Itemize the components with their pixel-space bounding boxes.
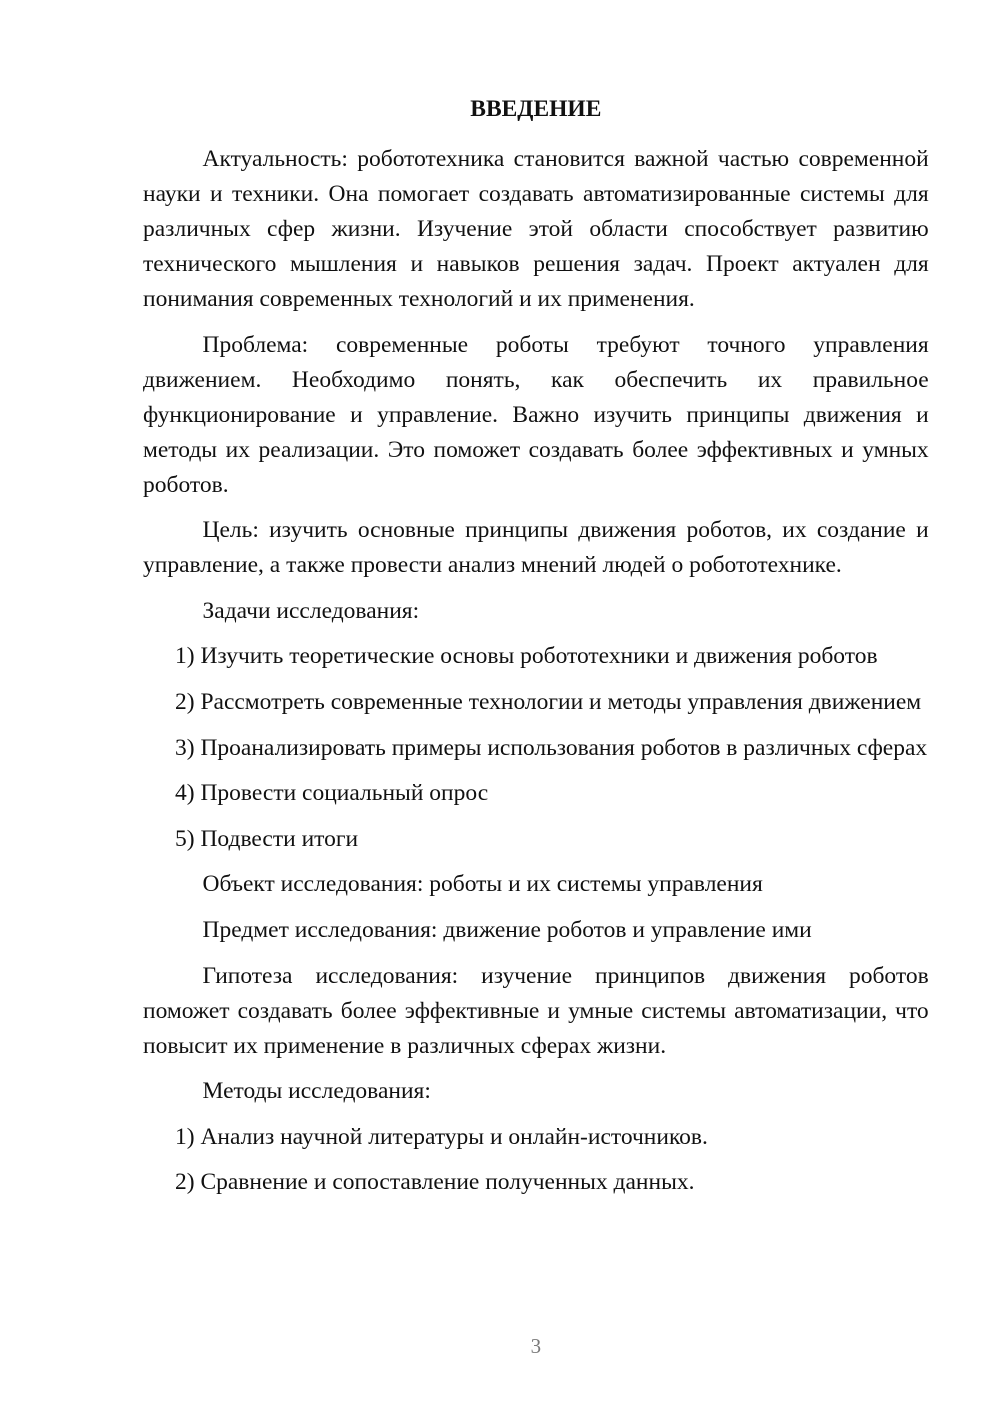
research-hypothesis: Гипотеза исследования: изучение принципов движения роботов поможет создавать более эффективные и умные системы автоматизации, что повысит их применение в различных сферах жизни.: [143, 962, 929, 1059]
text-body: [143, 92, 929, 1211]
task-item: 5) Подвести итоги: [175, 825, 359, 852]
task-item: 4) Провести социальный опрос: [175, 780, 489, 807]
method-item: 1) Анализ научной литературы и онлайн-источников.: [175, 1123, 708, 1150]
paragraph-relevance: Актуальность: робототехника становится важной частью современной науки и техники. Она помогает создавать автоматизированные системы для различных сфер жизни. Изучение этой области способствует развитию технического мышления и навыков решения задач. Проект актуален для понимания современных технологий и их применения.: [143, 146, 929, 312]
research-subject: Предмет исследования: движение роботов и управление ими: [202, 916, 812, 943]
task-item: 2) Рассмотреть современные технологии и методы управления движением: [175, 688, 922, 715]
paragraph-problem: Проблема: современные роботы требуют точного управления движением. Необходимо понять, как обеспечить их правильное функционирование и управление. Важно изучить принципы движения и методы их реализации. Это поможет создавать более эффективных и умных роботов.: [143, 331, 929, 498]
section-title: ВВЕДЕНИЕ: [470, 96, 602, 122]
methods-heading: Методы исследования:: [202, 1078, 431, 1105]
tasks-heading: Задачи исследования:: [202, 597, 420, 624]
method-item: 2) Сравнение и сопоставление полученных данных.: [175, 1169, 695, 1196]
research-object: Объект исследования: роботы и их системы управления: [202, 871, 763, 898]
task-item: 3) Проанализировать примеры использования роботов в различных сферах: [175, 734, 928, 761]
page-number: 3: [530, 1334, 542, 1358]
task-item: 1) Изучить теоретические основы робототехники и движения роботов: [175, 643, 878, 670]
paragraph-goal: Цель: изучить основные принципы движения роботов, их создание и управление, а также провести анализ мнений людей о робототехнике.: [143, 517, 929, 579]
